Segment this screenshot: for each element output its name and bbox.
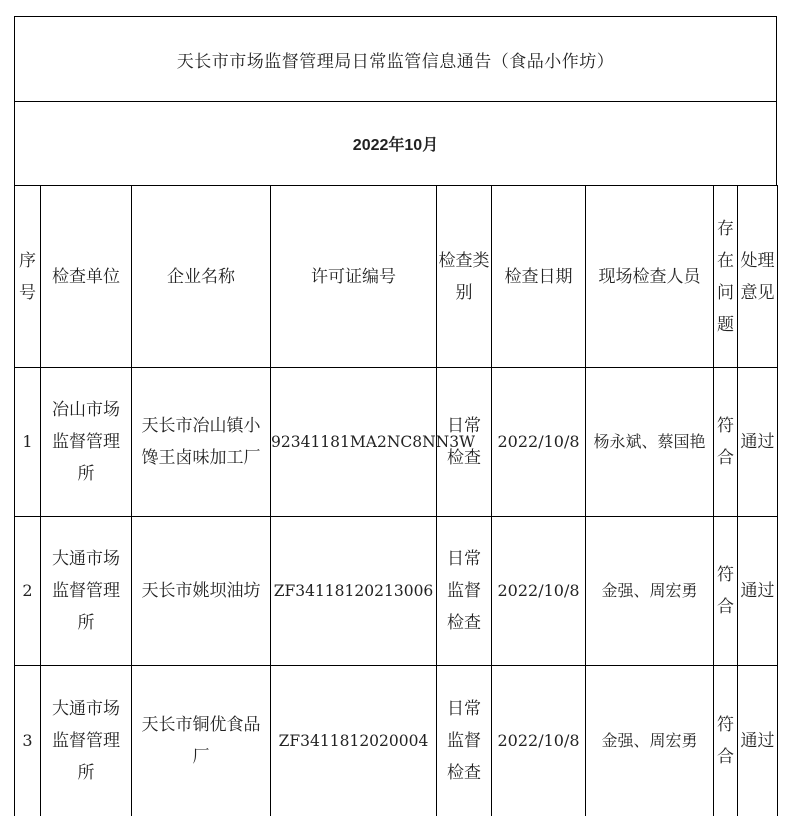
cell-inspectors: 金强、周宏勇 (586, 517, 714, 666)
cell-date: 2022/10/8 (492, 368, 586, 517)
cell-license: ZF3411812020004 (271, 666, 437, 816)
header-seq: 序号 (15, 186, 41, 368)
cell-unit: 冶山市场监督管理所 (41, 368, 132, 517)
header-company: 企业名称 (132, 186, 271, 368)
header-license: 许可证编号 (271, 186, 437, 368)
header-category: 检查类别 (437, 186, 492, 368)
inspection-table (14, 185, 778, 816)
cell-company: 天长市冶山镇小馋王卤味加工厂 (132, 368, 271, 517)
table-row (15, 517, 778, 666)
cell-inspectors: 金强、周宏勇 (586, 666, 714, 816)
cell-opinion: 通过 (738, 517, 778, 666)
cell-date: 2022/10/8 (492, 517, 586, 666)
cell-seq: 1 (15, 368, 41, 517)
cell-date: 2022/10/8 (492, 666, 586, 816)
cell-unit: 大通市场监督管理所 (41, 666, 132, 816)
header-unit: 检查单位 (41, 186, 132, 368)
cell-license: 92341181MA2NC8NN3W (271, 368, 437, 517)
cell-category: 日常监督检查 (437, 517, 492, 666)
cell-seq: 3 (15, 666, 41, 816)
header-inspectors: 现场检查人员 (586, 186, 714, 368)
notice-period: 2022年10月 (14, 101, 777, 186)
cell-company: 天长市铜优食品厂 (132, 666, 271, 816)
notice-title: 天长市市场监督管理局日常监管信息通告（食品小作坊） (14, 16, 777, 102)
cell-inspectors: 杨永斌、蔡国艳 (586, 368, 714, 517)
header-issues: 存在问题 (714, 186, 738, 368)
header-date: 检查日期 (492, 186, 586, 368)
cell-company: 天长市姚坝油坊 (132, 517, 271, 666)
cell-category: 日常检查 (437, 368, 492, 517)
table-header-row (15, 186, 778, 368)
cell-opinion: 通过 (738, 368, 778, 517)
table-row (15, 368, 778, 517)
table-row (15, 666, 778, 816)
cell-opinion: 通过 (738, 666, 778, 816)
cell-unit: 大通市场监督管理所 (41, 517, 132, 666)
header-opinion: 处理意见 (738, 186, 778, 368)
cell-issues: 符合 (714, 666, 738, 816)
cell-issues: 符合 (714, 517, 738, 666)
cell-seq: 2 (15, 517, 41, 666)
cell-category: 日常监督检查 (437, 666, 492, 816)
cell-issues: 符合 (714, 368, 738, 517)
cell-license: ZF34118120213006 (271, 517, 437, 666)
